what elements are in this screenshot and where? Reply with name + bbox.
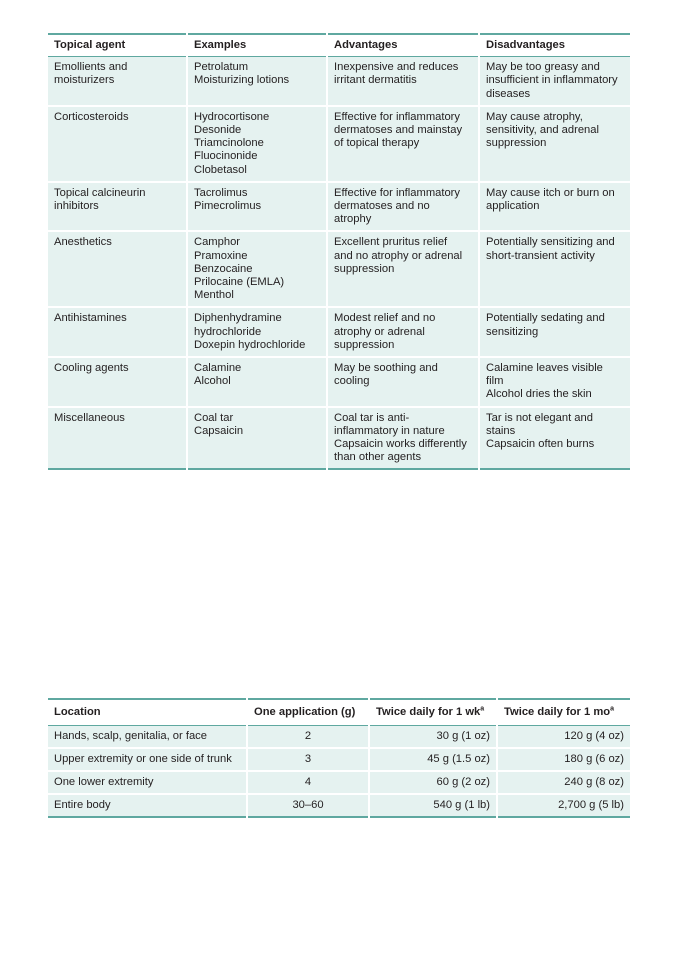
advantages-cell: Excellent pruritus relief and no atrophy or adrenal suppression <box>327 231 479 307</box>
twice-week-cell: 45 g (1.5 oz) <box>369 748 497 771</box>
table-row <box>48 182 630 232</box>
agent-cell: Emollients and moisturizers <box>48 57 187 106</box>
agent-cell: Miscellaneous <box>48 407 187 470</box>
one-application-cell: 4 <box>247 771 369 794</box>
advantages-cell: Coal tar is anti- inflammatory in nature Capsaicin works differently than other agents <box>327 407 479 470</box>
topical-agents-table <box>48 33 630 470</box>
location-cell: Hands, scalp, genitalia, or face <box>48 726 247 749</box>
agent-cell: Anesthetics <box>48 231 187 307</box>
disadvantages-cell: Tar is not elegant and stains Capsaicin often burns <box>479 407 630 470</box>
table-row <box>48 106 630 182</box>
twice-week-cell: 30 g (1 oz) <box>369 726 497 749</box>
column-header: Twice daily for 1 $mo^a$ <box>497 699 630 726</box>
location-cell: Upper extremity or one side of trunk <box>48 748 247 771</box>
twice-month-cell: 120 g (4 oz) <box>497 726 630 749</box>
table-row <box>48 357 630 407</box>
agent-cell: Cooling agents <box>48 357 187 407</box>
table-row <box>48 771 630 794</box>
examples-cell: Coal tar Capsaicin <box>187 407 327 470</box>
location-cell: One lower extremity <box>48 771 247 794</box>
examples-cell: Calamine Alcohol <box>187 357 327 407</box>
advantages-cell: May be soothing and cooling <box>327 357 479 407</box>
column-header: One application (g) <box>247 699 369 726</box>
twice-month-cell: 240 g (8 oz) <box>497 771 630 794</box>
twice-month-cell: 2,700 g (5 lb) <box>497 794 630 817</box>
footnote-marker: a <box>480 705 485 713</box>
table-header-row <box>48 699 630 726</box>
disadvantages-cell: May cause itch or burn on application <box>479 182 630 232</box>
disadvantages-cell: Potentially sedating and sensitizing <box>479 307 630 357</box>
column-header: Examples <box>187 34 327 57</box>
examples-cell: Hydrocortisone Desonide Triamcinolone Fluocinonide Clobetasol <box>187 106 327 182</box>
agent-cell: Topical calcineurin inhibitors <box>48 182 187 232</box>
location-cell: Entire body <box>48 794 247 817</box>
application-amount-table <box>48 698 630 818</box>
one-application-cell: 2 <box>247 726 369 749</box>
table-row <box>48 748 630 771</box>
twice-week-cell: 540 g (1 lb) <box>369 794 497 817</box>
advantages-cell: Effective for inflammatory dermatoses and no atrophy <box>327 182 479 232</box>
twice-week-cell: 60 g (2 oz) <box>369 771 497 794</box>
table-row <box>48 794 630 817</box>
twice-month-cell: 180 g (6 oz) <box>497 748 630 771</box>
advantages-cell: Inexpensive and reduces irritant dermatitis <box>327 57 479 106</box>
column-header: Location <box>48 699 247 726</box>
column-header: Topical agent <box>48 34 187 57</box>
column-header: Twice daily for 1 $wk^a$ <box>369 699 497 726</box>
one-application-cell: 30–60 <box>247 794 369 817</box>
table-header-row <box>48 34 630 57</box>
examples-cell: Diphenhydramine hydrochloride Doxepin hydrochloride <box>187 307 327 357</box>
examples-cell: Petrolatum Moisturizing lotions <box>187 57 327 106</box>
advantages-cell: Effective for inflammatory dermatoses and mainstay of topical therapy <box>327 106 479 182</box>
column-header: Advantages <box>327 34 479 57</box>
table-row <box>48 231 630 307</box>
examples-cell: Tacrolimus Pimecrolimus <box>187 182 327 232</box>
agent-cell: Corticosteroids <box>48 106 187 182</box>
one-application-cell: 3 <box>247 748 369 771</box>
disadvantages-cell: May be too greasy and insufficient in inflammatory diseases <box>479 57 630 106</box>
disadvantages-cell: Calamine leaves visible film Alcohol dries the skin <box>479 357 630 407</box>
footnote-marker: a <box>610 705 615 713</box>
examples-cell: Camphor Pramoxine Benzocaine Prilocaine (EMLA) Menthol <box>187 231 327 307</box>
table-row <box>48 57 630 106</box>
table-row <box>48 307 630 357</box>
advantages-cell: Modest relief and no atrophy or adrenal suppression <box>327 307 479 357</box>
disadvantages-cell: Potentially sensitizing and short-transient activity <box>479 231 630 307</box>
table-row <box>48 407 630 470</box>
table-row <box>48 726 630 749</box>
disadvantages-cell: May cause atrophy, sensitivity, and adrenal suppression <box>479 106 630 182</box>
column-header: Disadvantages <box>479 34 630 57</box>
agent-cell: Antihistamines <box>48 307 187 357</box>
